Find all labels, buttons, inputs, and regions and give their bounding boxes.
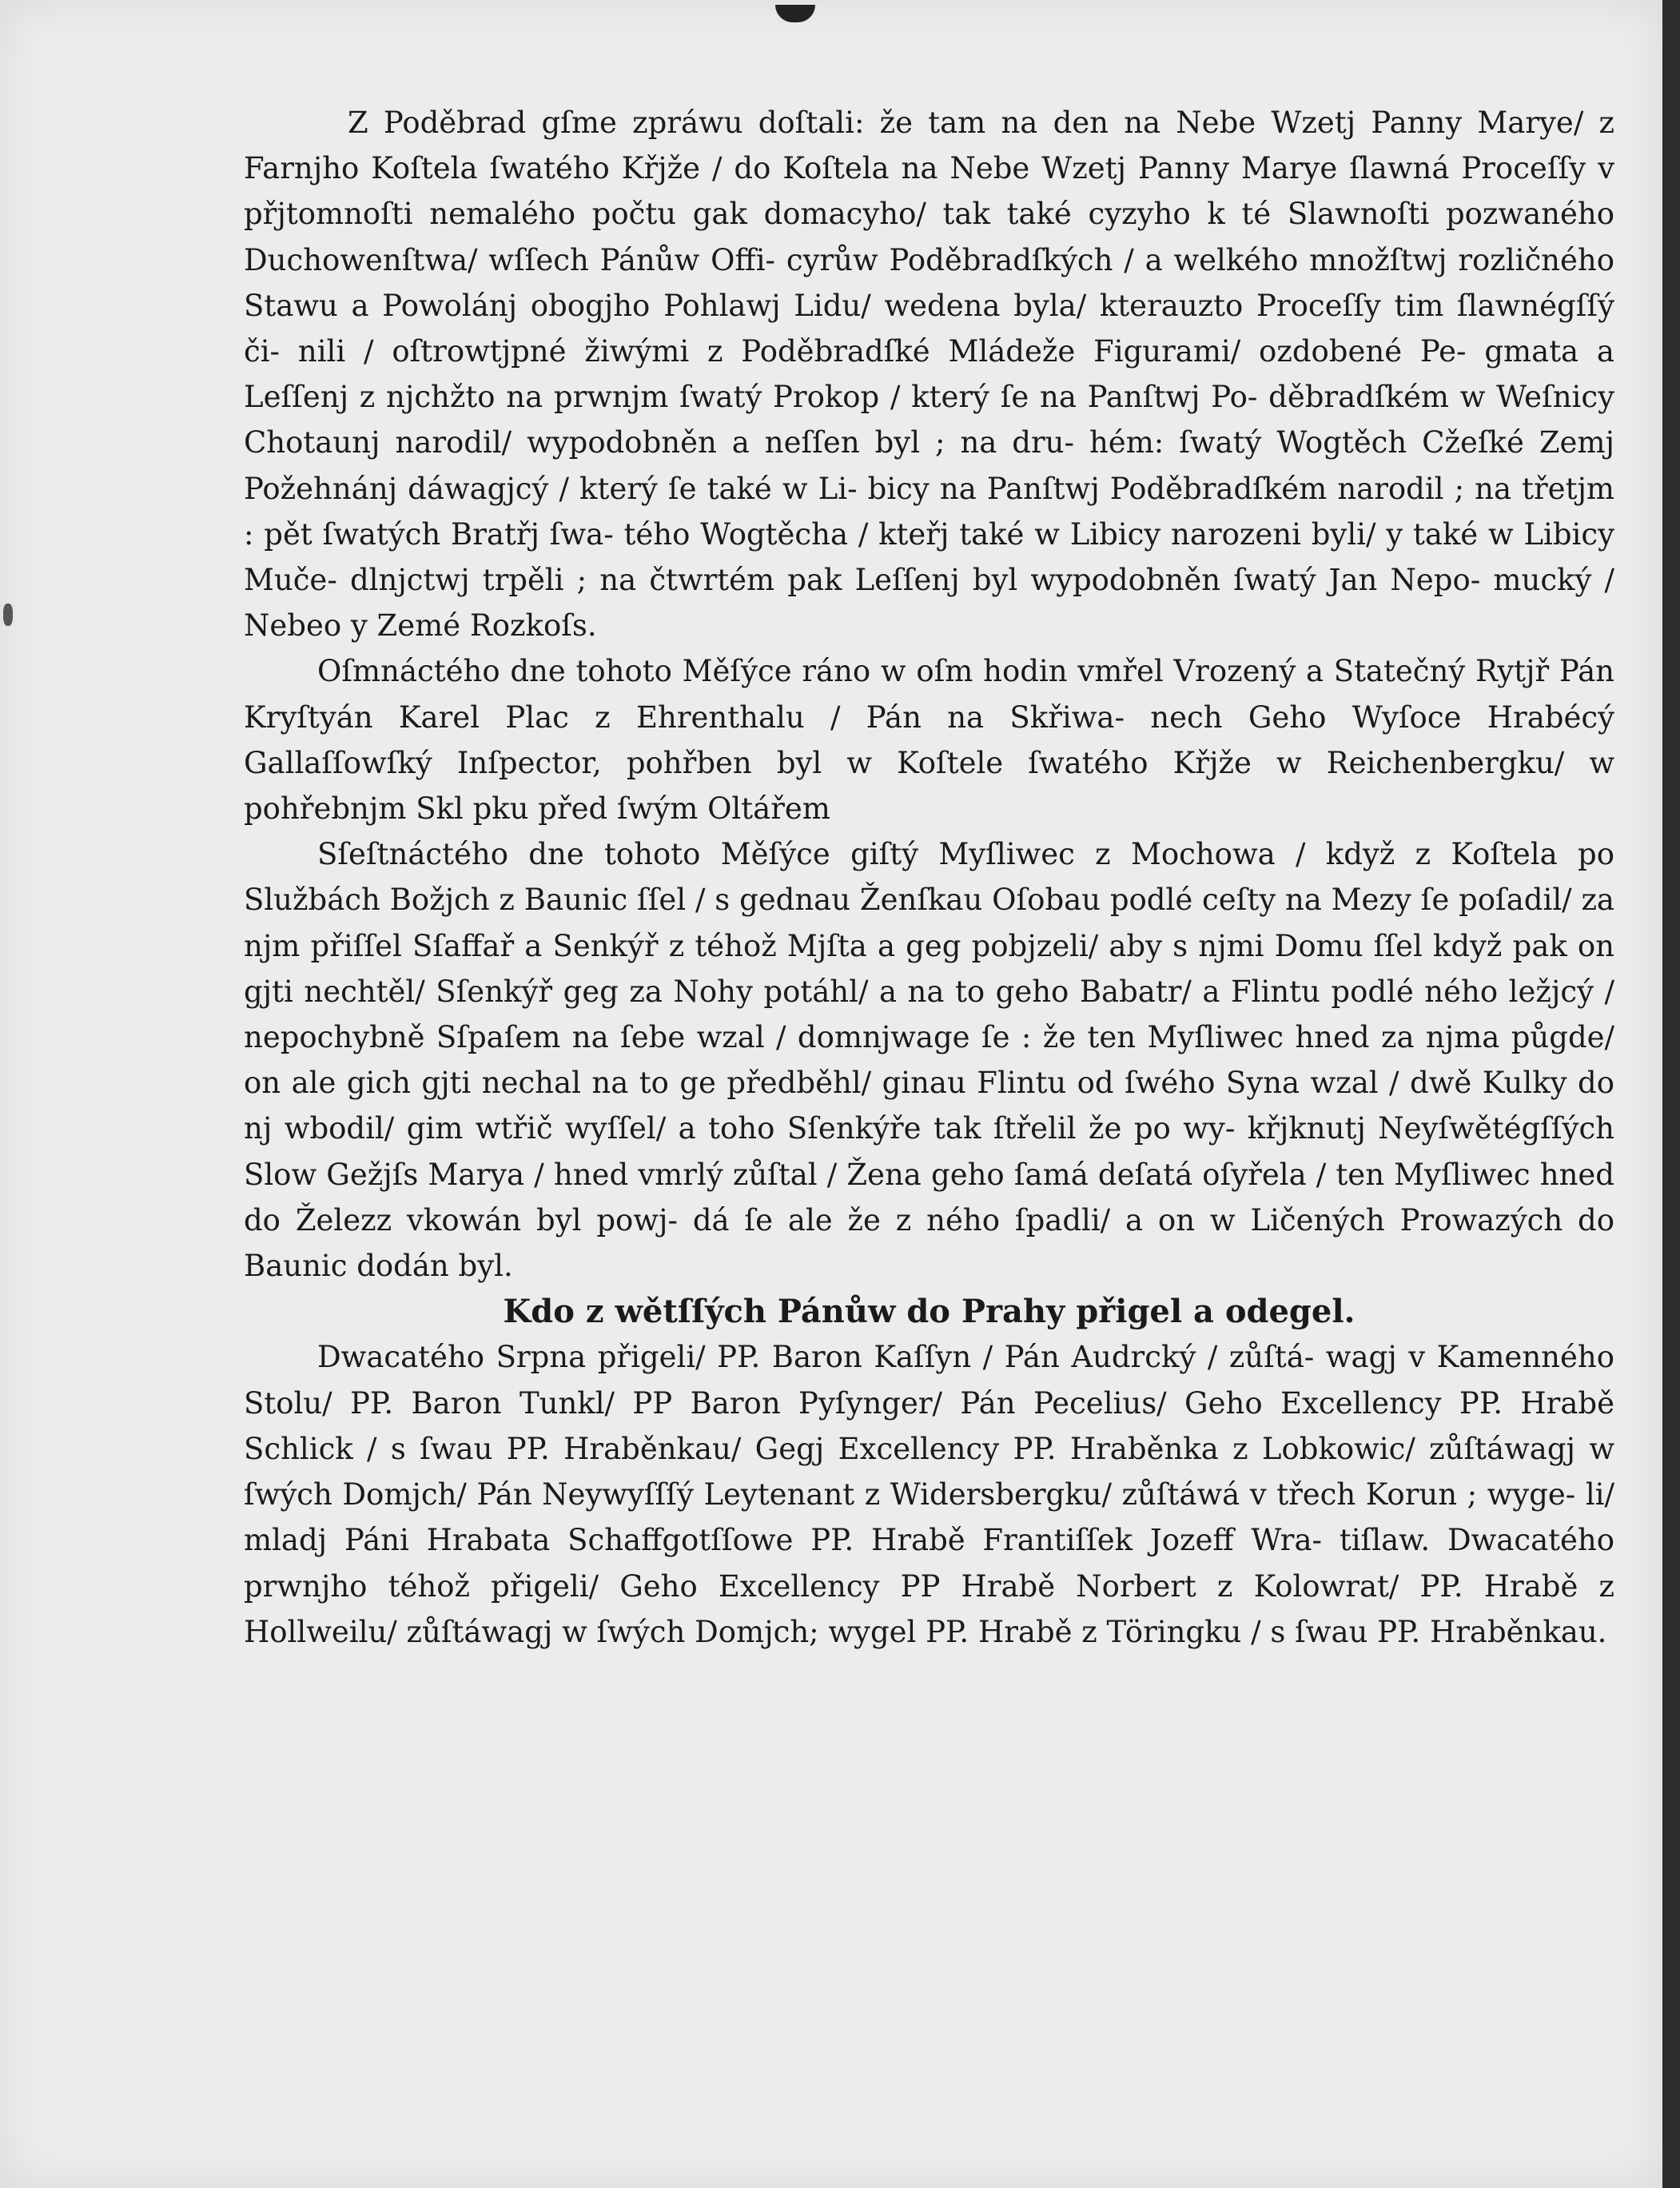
binding-mark <box>775 5 815 22</box>
paragraph-obituary: Oſmnáctého dne tohoto Měſýce ráno w oſm hodin vmřel Vrozený a Statečný Rytjř Pán Kryſtyán Karel Plac z Ehrenthalu / Pán na Skřiwa- nech Geho Wyſoce Hrabécý Gallaſſowſký Inſpector, pohřben byl w Koſtele ſwatého Křjže w Reichenbergku/ w pohřebnjm Skl pku před ſwým Oltářem <box>244 654 1614 827</box>
side-blemish <box>3 604 13 626</box>
page-edge <box>1662 0 1680 2188</box>
paragraph-hunter: Sſeſtnáctého dne tohoto Měſýce giſtý Myſliwec z Mochowa / když z Koſtela po Službách Božjch z Baunic ſſel / s gednau Ženſkau Oſobau podlé ceſty na Mezy ſe poſadil/ za njm přiſſel Sſaffař a Senkýř z téhož Mjſta a geg pobjzeli/ aby s njmi Domu ſſel když pak on gjti nechtěl/ Sſenkýř geg za Nohy potáhl/ a na to geho Babatr/ a Flintu podlé ného ležjcý / nepochybně Sſpaſem na ſebe wzal / domnjwage ſe : že ten Myſliwec hned za njma půgde/ on ale gich gjti nechal na to ge předběhl/ ginau Flintu od ſwého Syna wzal / dwě Kulky do nj wbodil/ gim wtřič wyſſel/ a toho Sſenkýře tak ſtřelil že po wy- křjknutj Neyſwětégſſých Slow Gežjſs Marya / hned vmrlý zůſtal / Žena geho ſamá deſatá oſyřela / ten Myſliwec hned do Železz vkowán byl powj- dá ſe ale že z ného ſpadli/ a on w Ličených Prowazých do Baunic dodán byl. <box>244 837 1614 1284</box>
section-heading: Kdo z wětſſých Pánůw do Prahy přigel a odegel. <box>503 1293 1356 1331</box>
paragraph-podebrady: Z Poděbrad gſme zpráwu doſtali: že tam na den na Nebe Wzetj Panny Marye/ z Farnjho Koſtela ſwatého Křjže / do Koſtela na Nebe Wzetj Panny Marye ſlawná Proceſſy v přjtomnoſti nemalého počtu gak domacyho/ tak také cyzyho k té Slawnoſti pozwaného Duchowenſtwa/ wſſech Pánůw Offi- cyrůw Poděbradſkých / a welkého množſtwj rozličného Stawu a Powolánj obogjho Pohlawj Lidu/ wedena byla/ kterauzto Proceſſy tim ſlawnégſſý či- nili / oſtrowtjpné žiwými z Poděbradſké Mládeže Figurami/ ozdobené Pe- gmata a Leſſenj z njchžto na prwnjm ſwatý Prokop / který ſe na Panſtwj Po- děbradſkém w Weſnicy Chotaunj narodil/ wypodobněn a neſſen byl ; na dru- hém: ſwatý Wogtěch Cžeſké Zemj Požehnánj dáwagjcý / který ſe také w Li- bicy na Panſtwj Poděbradſkém narodil ; na třetjm : pět ſwatých Bratřj ſwa- tého Wogtěcha / kteřj také w Libicy narozeni byli/ y také w Libicy Muče- dlnjctwj trpěli ; na čtwrtém pak Leſſenj byl wypodobněn ſwatý Jan Nepo- mucký / Nebeo y Zemé Rozkoſs. <box>244 106 1614 644</box>
paragraph-arrivals: Dwacatého Srpna přigeli/ PP. Baron Kaſſyn / Pán Audrcký / zůſtá- wagj v Kamenného Stolu/ PP. Baron Tunkl/ PP Baron Pyſynger/ Pán Pecelius/ Geho Excellency PP. Hrabě Schlick / s ſwau PP. Hraběnkau/ Gegj Excellency PP. Hraběnka z Lobkowic/ zůſtáwagj w ſwých Domjch/ Pán Neywyſſſý Leytenant z Widersbergku/ zůſtáwá v třech Korun ; wyge- li/ mladj Páni Hrabata Schaffgotſſowe PP. Hrabě Frantiſſek Jozeff Wra- tiſlaw. Dwacatého prwnjho téhož přigeli/ Geho Excellency PP Hrabě Norbert z Kolowrat/ PP. Hrabě z Hollweilu/ zůſtáwagj w ſwých Domjch; wygel PP. Hrabě z Töringku / s ſwau PP. Hraběnkau. <box>244 1340 1614 1649</box>
printed-text <box>244 100 1614 1655</box>
